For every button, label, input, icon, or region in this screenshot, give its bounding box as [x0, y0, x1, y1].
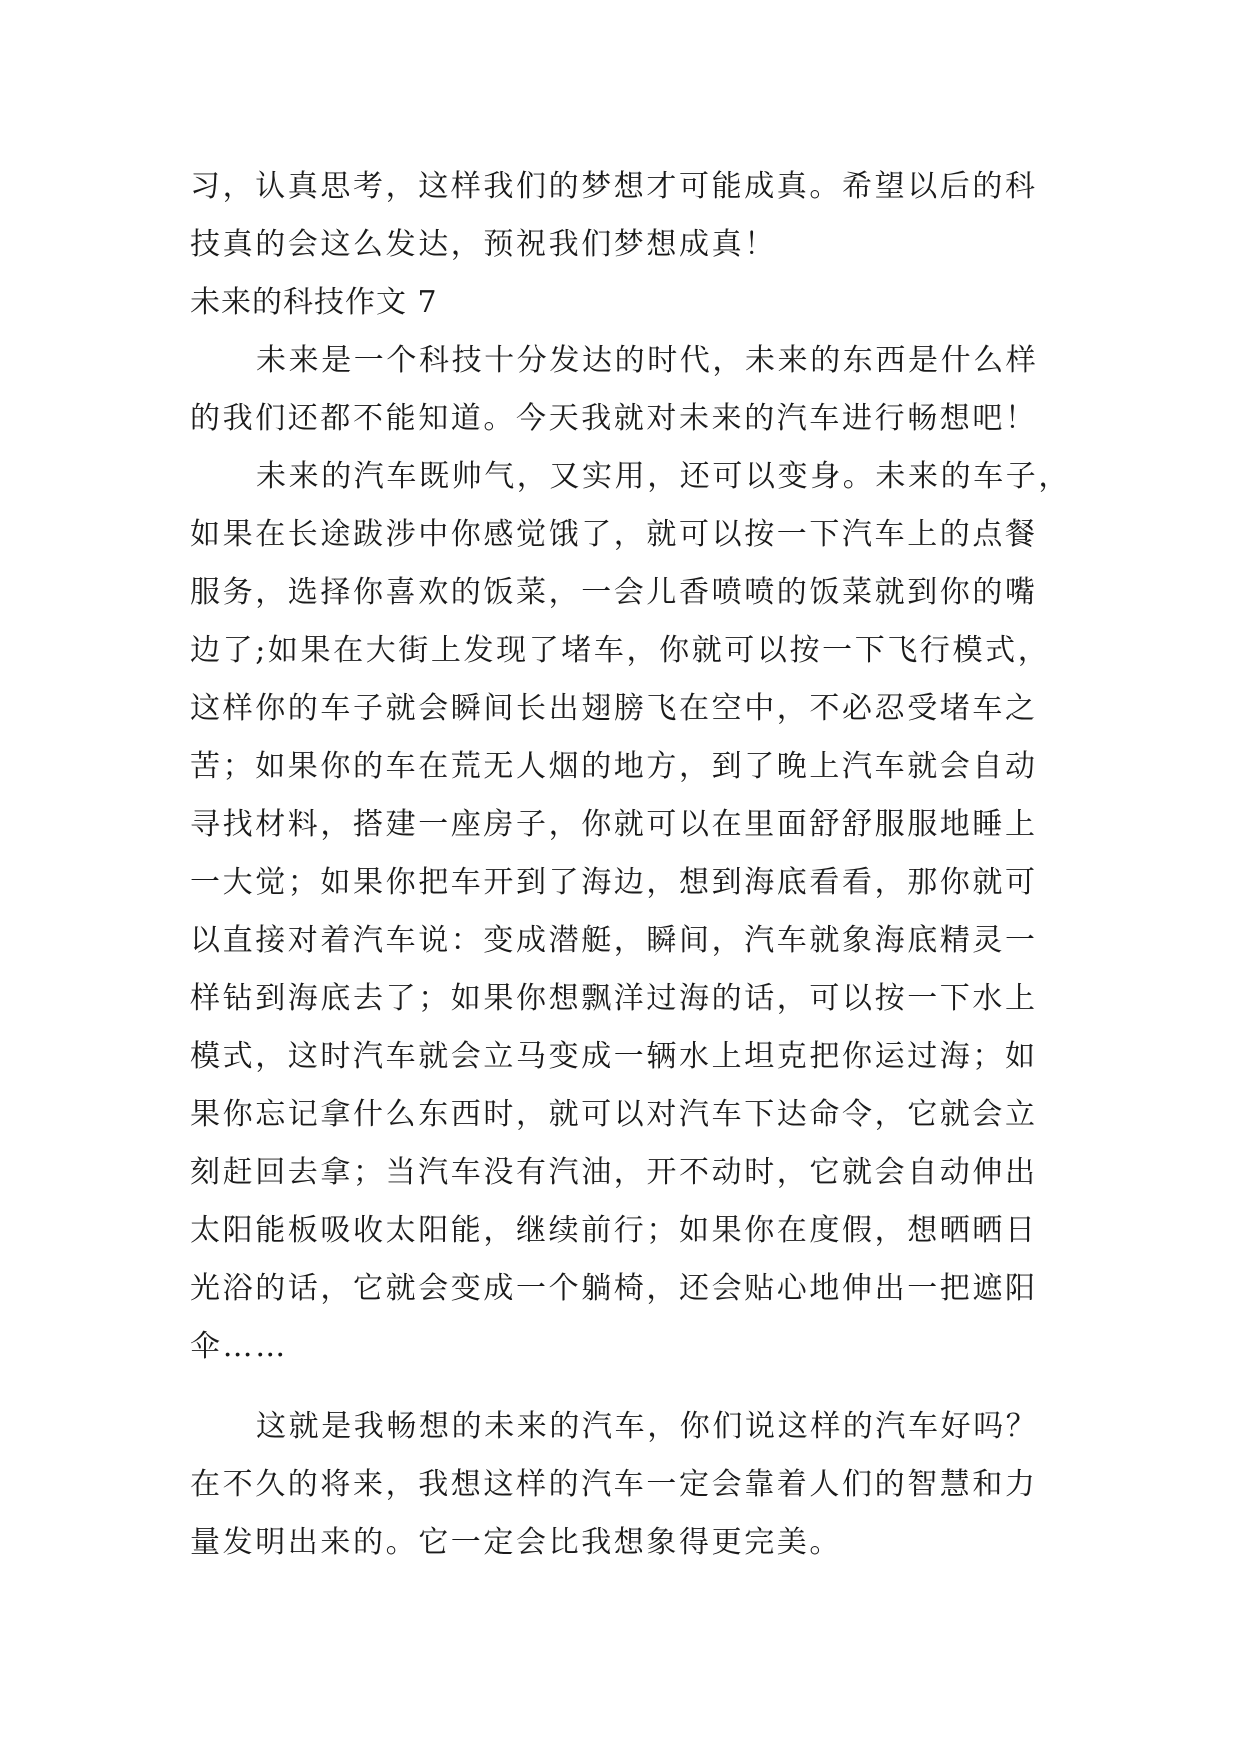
text-line: 在不久的将来，我想这样的汽车一定会靠着人们的智慧和力 — [190, 1467, 1038, 1502]
text-line: 样钻到海底去了；如果你想飘洋过海的话，可以按一下水上 — [190, 981, 1038, 1016]
text-line: 太阳能板吸收太阳能，继续前行；如果你在度假，想晒晒日 — [190, 1213, 1038, 1248]
text-line: 光浴的话，它就会变成一个躺椅，还会贴心地伸出一把遮阳 — [190, 1271, 1038, 1306]
document-body — [190, 158, 1071, 1572]
text-line: 如果在长途跋涉中你感觉饿了，就可以按一下汽车上的点餐 — [190, 517, 1038, 552]
text-line: 以直接对着汽车说：变成潜艇，瞬间，汽车就象海底精灵一 — [190, 923, 1038, 958]
section-title: 未来的科技作文 7 — [190, 285, 438, 320]
text-line: 习，认真思考，这样我们的梦想才可能成真。希望以后的科 — [190, 169, 1038, 204]
text-line: 一大觉；如果你把车开到了海边，想到海底看看，那你就可 — [190, 865, 1038, 900]
paragraph-first-line: 未来是一个科技十分发达的时代，未来的东西是什么样 — [256, 343, 1039, 378]
paragraph-spacer — [190, 1376, 1050, 1398]
text-line: 这样你的车子就会瞬间长出翅膀飞在空中，不必忍受堵车之 — [190, 691, 1038, 726]
paragraph-first-line: 这就是我畅想的未来的汽车，你们说这样的汽车好吗？ — [256, 1409, 1039, 1444]
paragraph-first-line: 未来的汽车既帅气，又实用，还可以变身。未来的车子， — [256, 459, 1071, 494]
text-line: 边了;如果在大街上发现了堵车，你就可以按一下飞行模式， — [190, 633, 1051, 668]
text-line: 量发明出来的。它一定会比我想象得更完美。 — [190, 1525, 842, 1560]
text-line: 刻赶回去拿；当汽车没有汽油，开不动时，它就会自动伸出 — [190, 1155, 1038, 1190]
text-line: 的我们还都不能知道。今天我就对未来的汽车进行畅想吧！ — [190, 401, 1038, 436]
text-line: 伞…… — [190, 1329, 288, 1364]
text-line: 苦；如果你的车在荒无人烟的地方，到了晚上汽车就会自动 — [190, 749, 1038, 784]
text-line: 模式，这时汽车就会立马变成一辆水上坦克把你运过海；如 — [190, 1039, 1038, 1074]
text-line: 寻找材料，搭建一座房子，你就可以在里面舒舒服服地睡上 — [190, 807, 1038, 842]
text-line: 技真的会这么发达，预祝我们梦想成真！ — [190, 227, 777, 262]
text-line: 服务，选择你喜欢的饭菜，一会儿香喷喷的饭菜就到你的嘴 — [190, 575, 1038, 610]
text-line: 果你忘记拿什么东西时，就可以对汽车下达命令，它就会立 — [190, 1097, 1038, 1132]
